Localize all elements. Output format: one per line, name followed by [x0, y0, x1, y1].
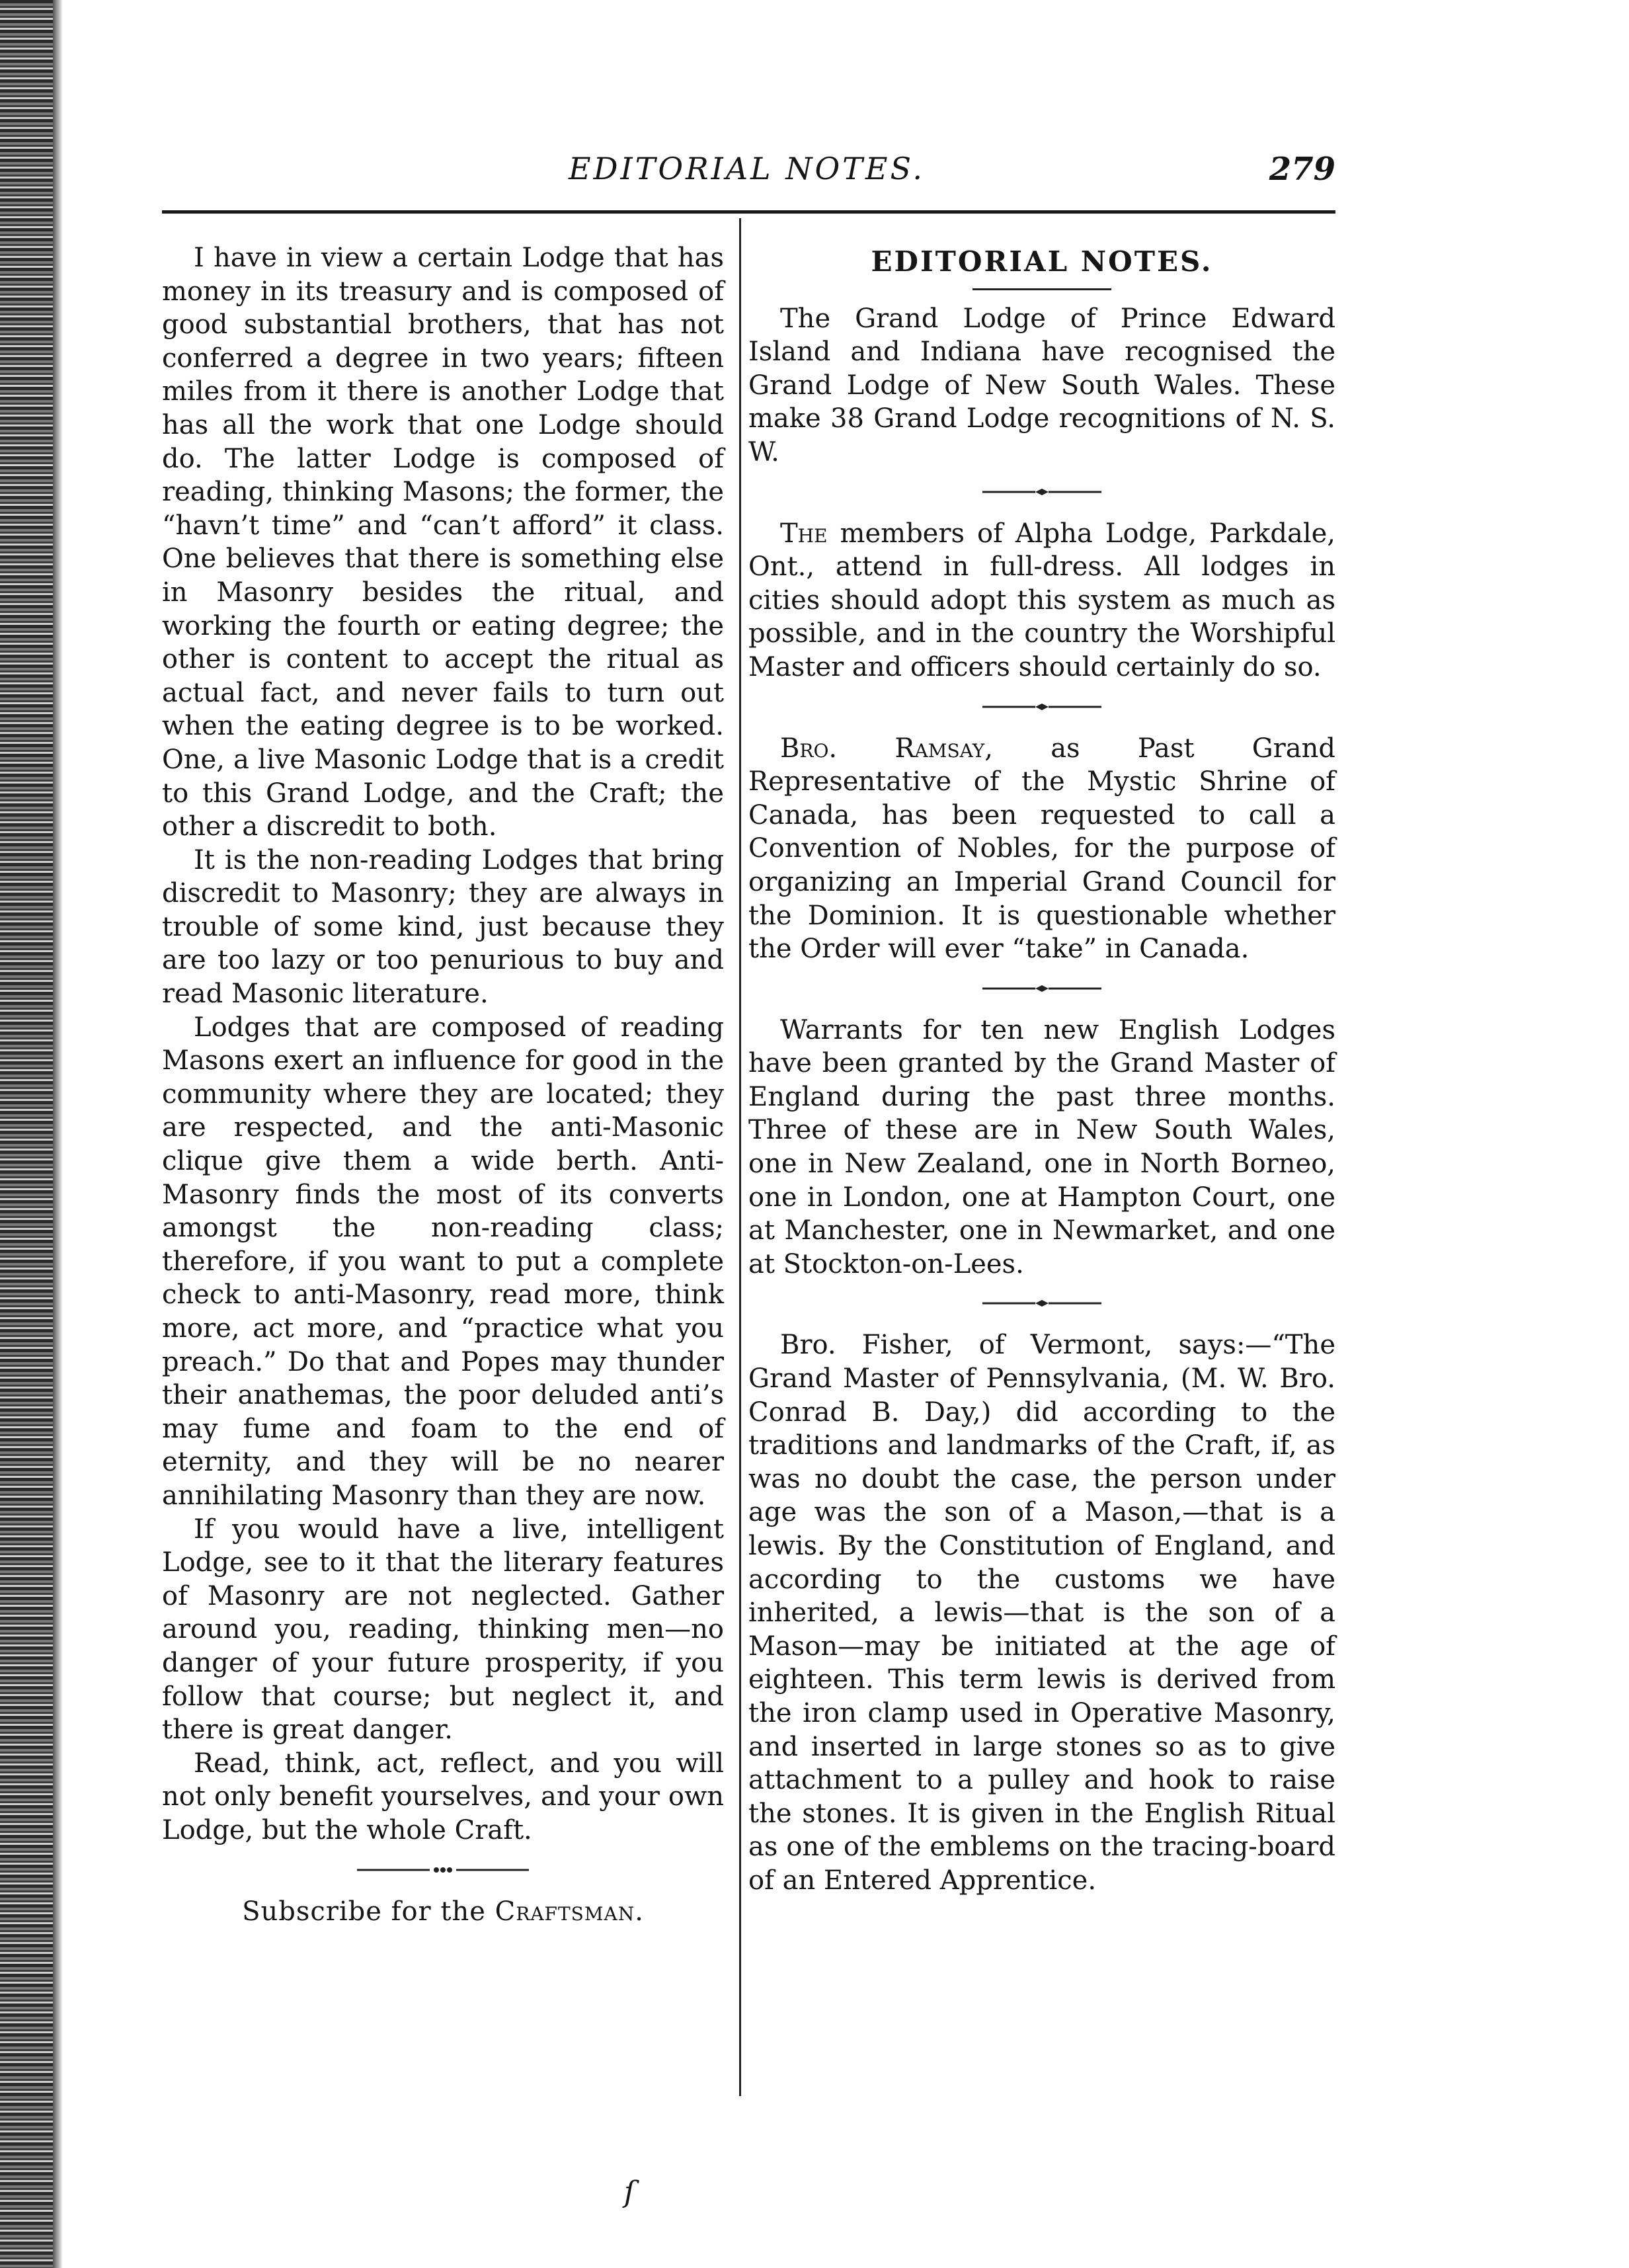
note-alpha-body: members of Alpha Lodge, Parkdale, Ont., attend in full-dress. All lodges in cities should adopt this system as much as possible, and in the country the Worshipful Master and officers should certainly do so.: [748, 518, 1335, 682]
section-title: EDITORIAL NOTES.: [871, 245, 1213, 278]
ornament-rule: [956, 700, 1128, 713]
note-ramsay-lead: Bro. Ramsay,: [780, 733, 993, 764]
paragraph: Lodges that are composed of reading Masons exert an influence for good in the community where they are located; they are respected, and the anti-Masonic clique give them a wide berth. Anti-Masonry finds the most of its converts amongst the non-reading class; therefore, if you want to put a complete check to anti-Masonry, read more, think more, act more, and “practice what you preach.” Do that and Popes may thunder their anathemas, the poor deluded anti’s may fume and foam to the end of eternity, and they will be no nearer annihilating Masonry than they are now.: [162, 1012, 724, 1511]
subscribe-prefix: Subscribe for the: [242, 1896, 495, 1927]
ornament-rule: [956, 485, 1128, 499]
left-column: [162, 241, 724, 1928]
column-divider: [739, 218, 741, 2096]
subscribe-notice: [162, 1895, 724, 1929]
ornament-rule: [357, 1863, 529, 1877]
note-ramsay-body: as Past Grand Representative of the Mystic Shrine of Canada, has been requested to call a Convention of Nobles, for the purpose of organizing an Imperial Grand Council for the Dominion. It is questionable whether the Order will ever “take” in Canada.: [748, 733, 1335, 965]
subscribe-publication: Craftsman.: [495, 1896, 644, 1927]
note-alpha-lodge: [748, 517, 1335, 684]
page-number: 279: [1269, 151, 1335, 188]
binding-strip: [0, 0, 53, 2268]
running-head: [172, 151, 1335, 204]
paragraph: If you would have a live, intelligent Lodge, see to it that the literary features of Masonry are not neglected. Gather around you, reading, thinking men—no danger of your future prosperity, if you follow that course; but neglect it, and there is great danger.: [162, 1514, 724, 1746]
running-title: EDITORIAL NOTES.: [569, 151, 925, 186]
footer-mark: ſ: [624, 2175, 635, 2209]
right-column: [748, 241, 1335, 1898]
note-warrants: Warrants for ten new English Lodges have been granted by the Grand Master of England during the past three months. Three of these are in New South Wales, one in New Zealand, one in North Borneo, one in London, one at Hampton Court, one at Manchester, one in Newmarket, and one at Stockton-on-Lees.: [748, 1014, 1335, 1279]
header-rule: [162, 210, 1335, 214]
ornament-rule: [956, 1297, 1128, 1310]
paragraph: It is the non-reading Lodges that bring discredit to Masonry; they are always in trouble of some kind, just because they are too lazy or too penurious to buy and read Masonic literature.: [162, 844, 724, 1010]
section-title-rule: [973, 288, 1111, 290]
paragraph: Read, think, act, reflect, and you will not only benefit yourselves, and your own Lodge, but the whole Craft.: [162, 1748, 724, 1845]
note-ramsay: [748, 732, 1335, 966]
note-alpha-lead: The: [780, 518, 828, 549]
binding-edge: [53, 0, 62, 2268]
ornament-rule: [956, 982, 1128, 995]
note-fisher: Bro. Fisher, of Vermont, says:—“The Grand Master of Pennsylvania, (M. W. Bro. Conrad B. Day,) did according to the traditions and landmarks of the Craft, if, as was no doubt the case, the person under age was the son of a Mason,—that is a lewis. By the Constitution of England, and according to the customs we have inherited, a lewis—that is the son of a Mason—may be initiated at the age of eighteen. This term lewis is derived from the iron clamp used in Operative Masonry, and inserted in large stones so as to give attachment to a pulley and hook to raise the stones. It is given in the English Ritual as one of the emblems on the tracing-board of an Entered Apprentice.: [748, 1330, 1335, 1896]
note-grand-lodge: The Grand Lodge of Prince Edward Island and Indiana have recognised the Grand Lodge of New South Wales. These make 38 Grand Lodge recognitions of N. S. W.: [748, 303, 1335, 467]
paragraph: I have in view a certain Lodge that has money in its treasury and is composed of good substantial brothers, that has not conferred a degree in two years; fifteen miles from it there is another Lodge that has all the work that one Lodge should do. The latter Lodge is composed of reading, thinking Masons; the former, the “havn’t time” and “can’t afford” it class. One believes that there is something else in Masonry besides the ritual, and working the fourth or eating degree; the other is content to accept the ritual as actual fact, and never fails to turn out when the eating degree is to be worked. One, a live Masonic Lodge that is a credit to this Grand Lodge, and the Craft; the other a discredit to both.: [162, 243, 724, 842]
